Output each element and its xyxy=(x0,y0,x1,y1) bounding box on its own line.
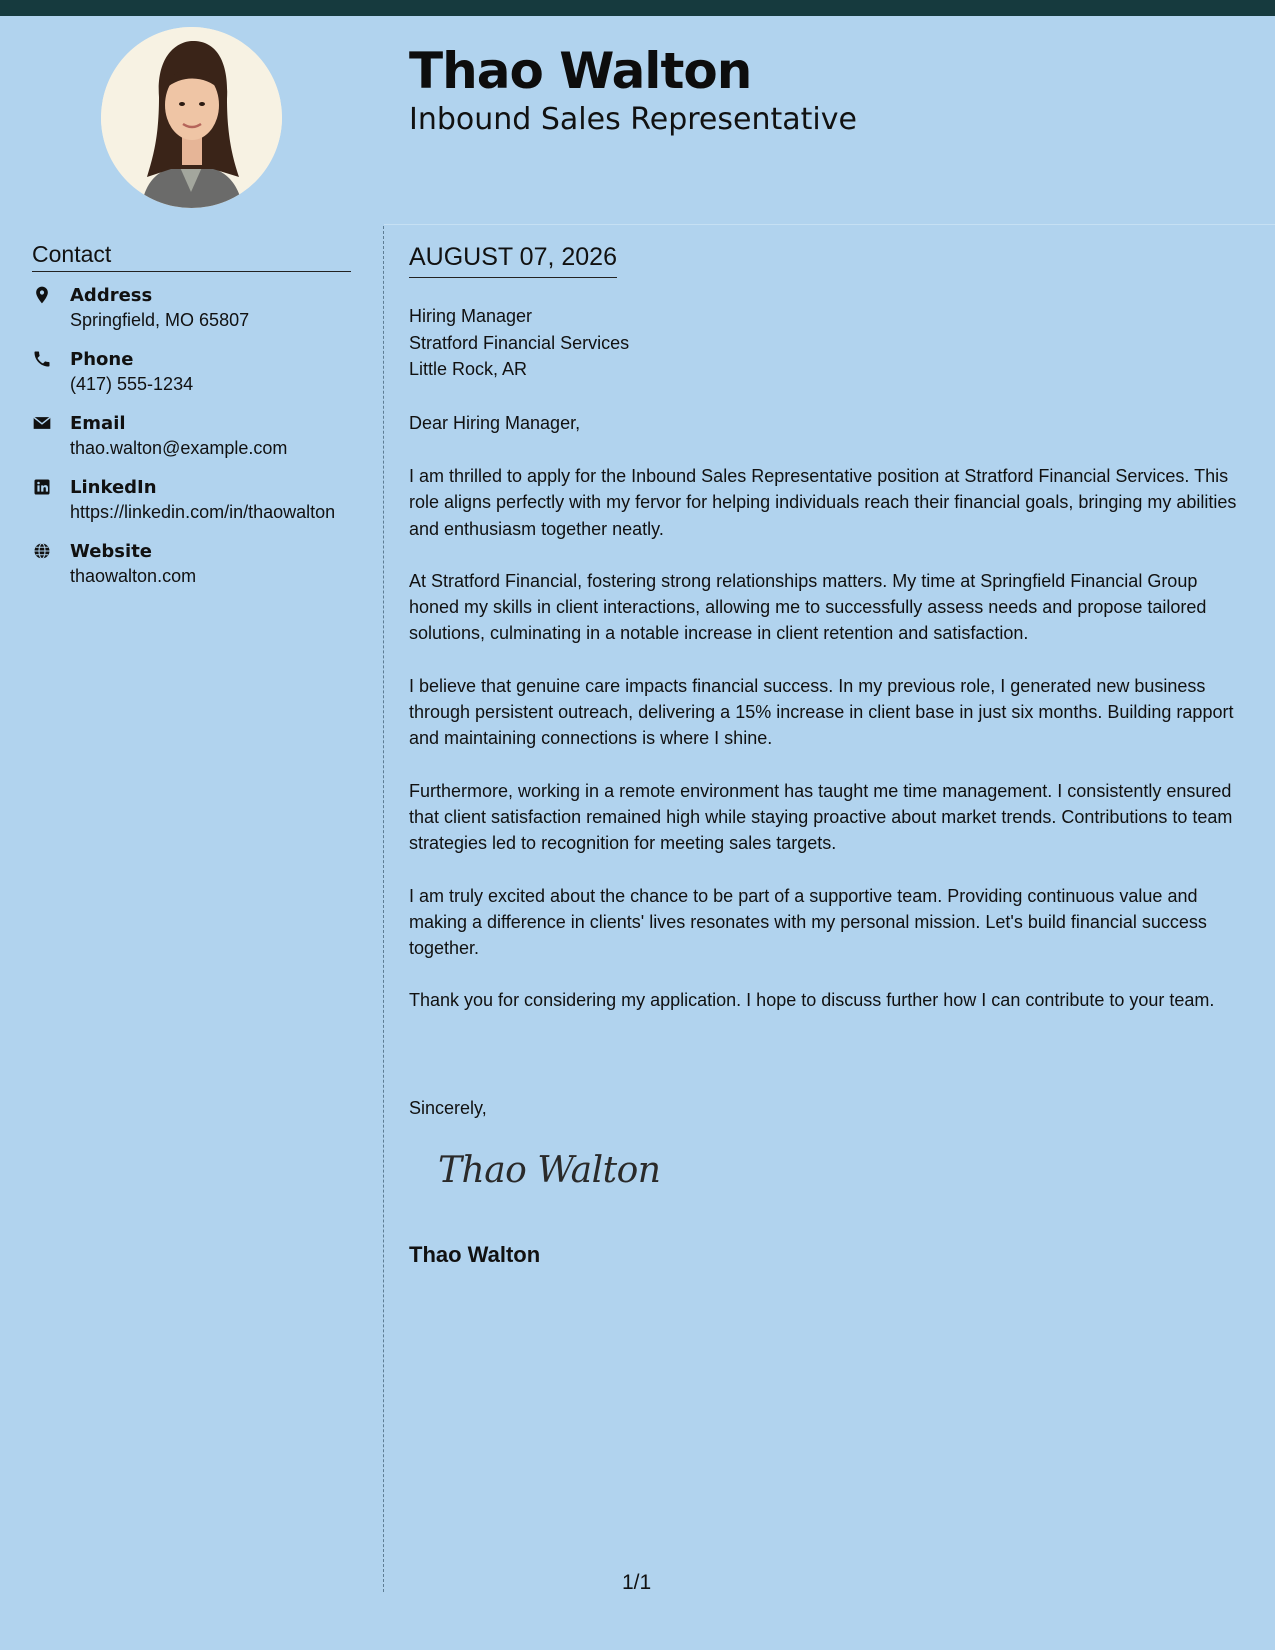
linkedin-value[interactable]: https://linkedin.com/in/thaowalton xyxy=(70,502,336,522)
profile-photo xyxy=(101,27,282,208)
contact-heading: Contact xyxy=(32,241,351,272)
job-title: Inbound Sales Representative xyxy=(409,102,857,137)
body-paragraph: I am thrilled to apply for the Inbound Sales Representative position at Stratford Financial Services. This role aligns perfectly with my fervor for helping individuals reach their financial goals, bringing my abilities and enthusiasm together neatly. xyxy=(409,466,1237,539)
contact-label: Address xyxy=(70,285,153,306)
handwritten-signature: Thao Walton xyxy=(438,1150,661,1191)
address-value: Springfield, MO 65807 xyxy=(70,310,250,330)
salutation: Dear Hiring Manager, xyxy=(409,413,581,433)
phone-icon xyxy=(32,348,70,396)
page-number: 1/1 xyxy=(622,1571,652,1594)
phone-value: (417) 555-1234 xyxy=(70,374,194,394)
body-paragraph: I believe that genuine care impacts financial success. In my previous role, I generated new business through persistent outreach, delivering a 15% increase in client base in just six months. Building rapport and maintaining connections is where I shine. xyxy=(409,675,1234,749)
top-accent-bar xyxy=(0,0,1275,16)
contact-email xyxy=(32,412,350,460)
contact-label: LinkedIn xyxy=(70,477,157,498)
contact-label: Email xyxy=(70,413,126,434)
body-paragraph: Thank you for considering my application. I hope to discuss further how I can contribute to your team. xyxy=(409,990,1215,1011)
column-divider xyxy=(383,226,384,1592)
applicant-name: Thao Walton xyxy=(409,42,752,100)
letter-body xyxy=(409,463,1252,1040)
email-value[interactable]: thao.walton@example.com xyxy=(70,438,288,458)
website-value[interactable]: thaowalton.com xyxy=(70,566,197,586)
body-paragraph: At Stratford Financial, fostering strong relationships matters. My time at Springfield Financial Group honed my skills in client interactions, allowing me to successfully assess needs and propose tailored solutions, culminating in a notable increase in client retention and satisfaction. xyxy=(409,570,1207,644)
contact-phone xyxy=(32,348,350,396)
header-divider xyxy=(384,224,1275,225)
contact-linkedin xyxy=(32,476,350,524)
contact-label: Phone xyxy=(70,349,134,370)
contact-website xyxy=(32,540,350,588)
map-pin-icon xyxy=(32,284,70,332)
letter-date: AUGUST 07, 2026 xyxy=(409,244,617,278)
linkedin-icon xyxy=(32,476,70,524)
body-paragraph: I am truly excited about the chance to be part of a supportive team. Providing continuous value and making a difference in clients' lives resonates with my personal mission. Let's build financial success together. xyxy=(409,885,1207,959)
signer-name: Thao Walton xyxy=(409,1242,541,1267)
envelope-icon xyxy=(32,412,70,460)
contact-address xyxy=(32,284,350,332)
contact-list xyxy=(32,284,350,604)
body-paragraph: Furthermore, working in a remote environment has taught me time management. I consistently ensured that client satisfaction remained high while staying proactive about market trends. Contributions to team strategies led to recognition for meeting sales targets. xyxy=(409,780,1233,854)
closing: Sincerely, xyxy=(409,1098,487,1118)
recipient-location: Little Rock, AR xyxy=(409,359,528,379)
recipient-company: Stratford Financial Services xyxy=(409,332,630,353)
recipient-name: Hiring Manager xyxy=(409,306,533,326)
recipient-block xyxy=(409,303,1249,383)
globe-icon xyxy=(32,540,70,588)
contact-label: Website xyxy=(70,541,153,562)
